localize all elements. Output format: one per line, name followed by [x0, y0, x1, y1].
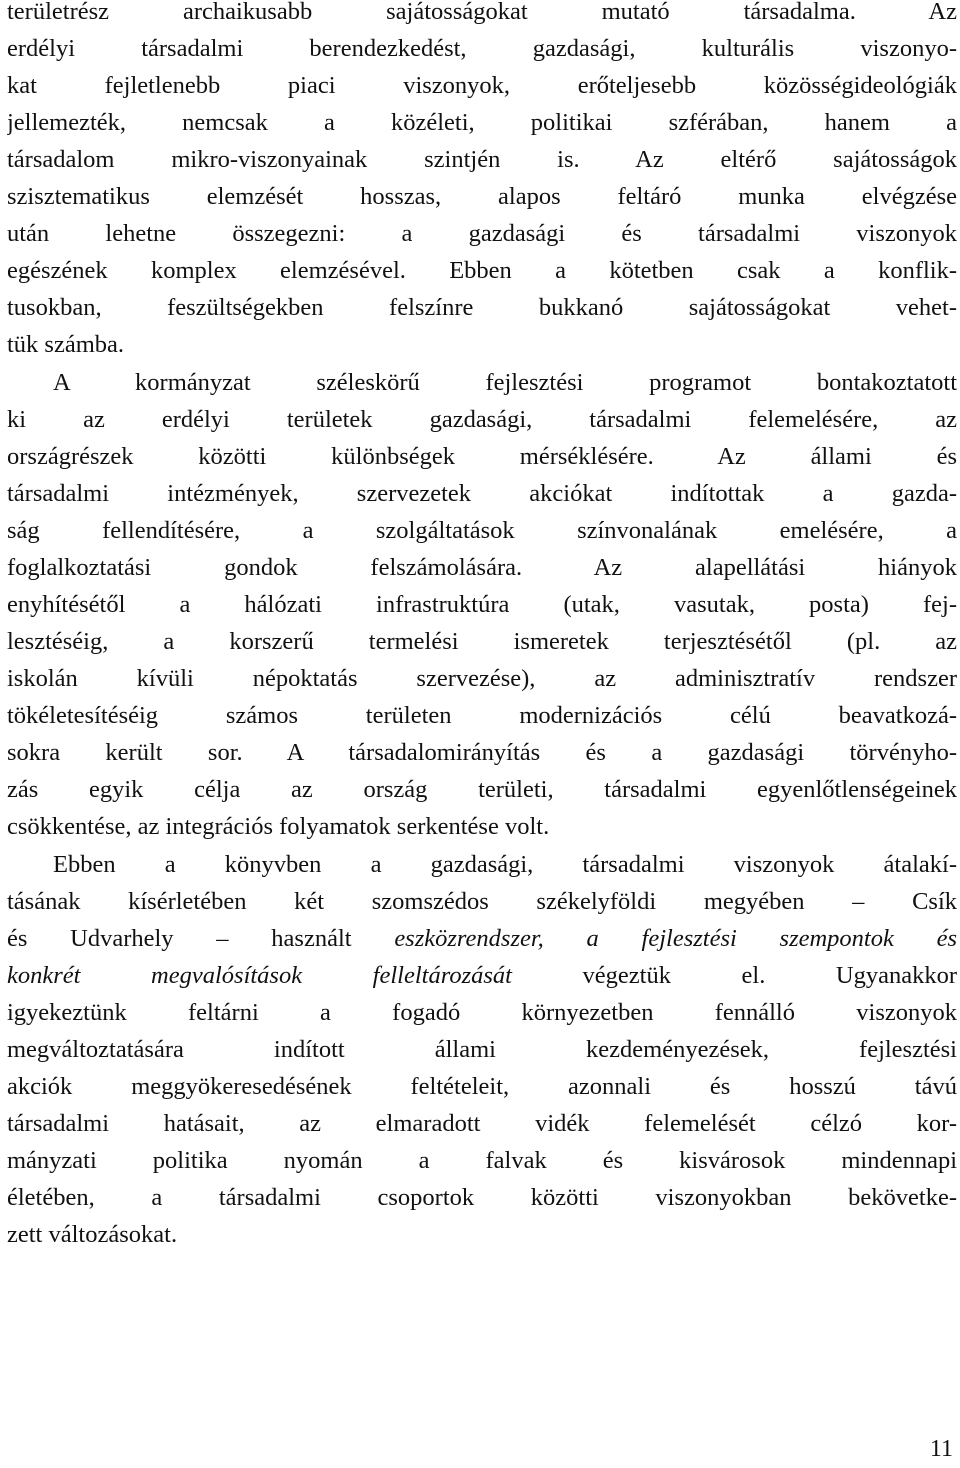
emphasized-text: eszközrendszer, a fejlesztési szempontok és [394, 925, 957, 952]
emphasized-text: konkrét megvalósítások felleltározását [7, 962, 512, 989]
text-line: társadalmi intézmények, szervezetek akciókat indítottak a gazda- [7, 480, 957, 507]
text-line: egészének komplex elemzésével. Ebben a kötetben csak a konflik- [7, 257, 957, 284]
text-line: ki az erdélyi területek gazdasági, társadalmi felemelésére, az [7, 406, 957, 433]
text-line: zett változásokat. [7, 1221, 178, 1248]
text-line: után lehetne összegezni: a gazdasági és társadalmi viszonyok [7, 220, 957, 247]
page-number: 11 [929, 1436, 953, 1462]
text-line: tusokban, feszültségekben felszínre bukkanó sajátosságokat vehet- [7, 294, 957, 321]
text-line: jellemezték, nemcsak a közéleti, politikai szférában, hanem a [7, 109, 957, 136]
text-line: sokra került sor. A társadalomirányítás és a gazdasági törvényho- [7, 739, 957, 766]
text-line: kat fejletlenebb piaci viszonyok, erőteljesebb közösségideológiák [7, 72, 957, 99]
text-line: csökkentése, az integrációs folyamatok serkentése volt. [7, 813, 550, 840]
text-line: tökéletesítéséig számos területen modernizációs célú beavatkozá- [7, 702, 957, 729]
text-line: akciók meggyökeresedésének feltételeit, azonnali és hosszú távú [7, 1073, 957, 1100]
text-line [7, 920, 957, 957]
text-line: tük számba. [7, 331, 125, 358]
text-line: zás egyik célja az ország területi, társadalmi egyenlőtlenségeinek [7, 776, 957, 803]
text-line: foglalkoztatási gondok felszámolására. Az alapellátási hiányok [7, 554, 957, 581]
text-line: mányzati politika nyomán a falvak és kisvárosok mindennapi [7, 1147, 957, 1174]
text-line: tásának kísérletében két szomszédos székelyföldi megyében – Csík [7, 888, 957, 915]
text-line: Ebben a könyvben a gazdasági, társadalmi viszonyok átalakí- [53, 851, 957, 878]
text-line: igyekeztünk feltárni a fogadó környezetben fennálló viszonyok [7, 999, 957, 1026]
text-span: végeztük el. Ugyanakkor [582, 962, 957, 989]
text-line: A kormányzat széleskörű fejlesztési programot bontakoztatott [53, 369, 957, 396]
text-line: országrészek közötti különbségek mérséklésére. Az állami és [7, 443, 957, 470]
document-page [7, 0, 957, 1468]
text-line: ság fellendítésére, a szolgáltatások színvonalának emelésére, a [7, 517, 957, 544]
text-line: szisztematikus elemzését hosszas, alapos feltáró munka elvégzése [7, 183, 957, 210]
text-line: enyhítésétől a hálózati infrastruktúra (utak, vasutak, posta) fej- [7, 591, 957, 618]
text-line: társadalmi hatásait, az elmaradott vidék felemelését célzó kor- [7, 1110, 957, 1137]
text-line: társadalom mikro-viszonyainak szintjén is. Az eltérő sajátosságok [7, 146, 957, 173]
text-line: lesztéséig, a korszerű termelési ismeretek terjesztésétől (pl. az [7, 628, 957, 655]
text-line [7, 957, 957, 994]
text-line: megváltoztatására indított állami kezdeményezések, fejlesztési [7, 1036, 957, 1063]
text-span: és Udvarhely – használt [7, 925, 352, 952]
text-line: erdélyi társadalmi berendezkedést, gazdasági, kulturális viszonyo- [7, 35, 957, 62]
text-line: területrész archaikusabb sajátosságokat mutató társadalma. Az [7, 0, 957, 25]
text-line: iskolán kívüli népoktatás szervezése), az adminisztratív rendszer [7, 665, 957, 692]
text-line: életében, a társadalmi csoportok közötti viszonyokban bekövetke- [7, 1184, 957, 1211]
